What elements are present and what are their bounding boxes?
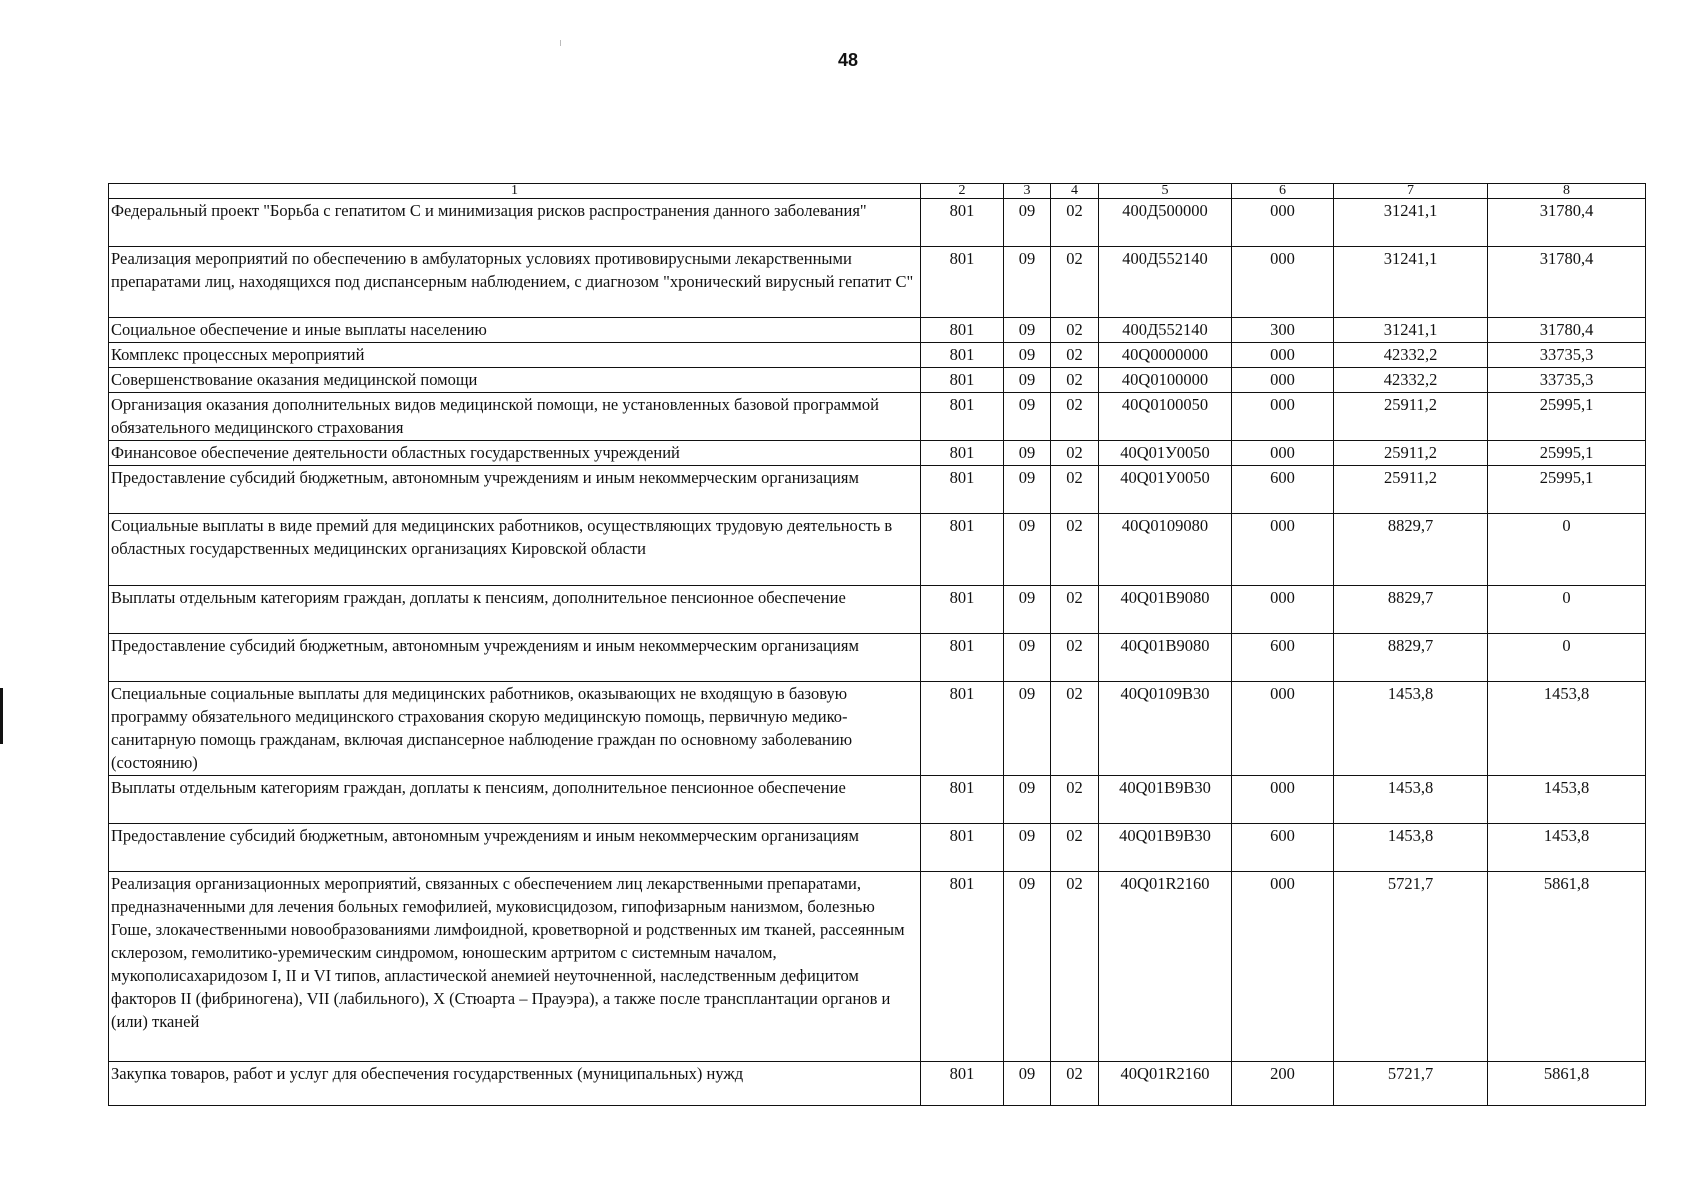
cell-code-2: 801: [921, 441, 1004, 466]
cell-code-2: 801: [921, 1062, 1004, 1106]
header-cell: 6: [1232, 184, 1334, 199]
header-cell: 1: [109, 184, 921, 199]
scan-artifact-left: [0, 688, 3, 744]
row-name: Выплаты отдельным категориям граждан, доплаты к пенсиям, дополнительное пенсионное обеспечение: [109, 776, 921, 824]
cell-code-5: 40Q0109080: [1099, 514, 1232, 586]
cell-code-5: 40Q0100000: [1099, 368, 1232, 393]
cell-amount-7: 31241,1: [1334, 318, 1488, 343]
cell-code-2: 801: [921, 682, 1004, 776]
cell-code-4: 02: [1051, 682, 1099, 776]
cell-code-5: 40Q01B9080: [1099, 586, 1232, 634]
table-row: [109, 441, 1646, 466]
cell-code-5: 40Q01R2160: [1099, 1062, 1232, 1106]
cell-amount-8: 0: [1488, 634, 1646, 682]
cell-code-3: 09: [1004, 634, 1051, 682]
table-row: [109, 682, 1646, 776]
row-name: Комплекс процессных мероприятий: [109, 343, 921, 368]
cell-code-6: 000: [1232, 441, 1334, 466]
cell-code-3: 09: [1004, 393, 1051, 441]
cell-amount-8: 25995,1: [1488, 393, 1646, 441]
row-name: Специальные социальные выплаты для медицинских работников, оказывающих не входящую в базовую программу обязательного медицинского страхования скорую медицинскую помощь, первичную медико-санитарную помощь гражданам, включая диспансерное наблюдение граждан по основному заболеванию (состоянию): [109, 682, 921, 776]
cell-code-5: 40Q01У0050: [1099, 441, 1232, 466]
cell-amount-7: 5721,7: [1334, 872, 1488, 1062]
cell-amount-8: 1453,8: [1488, 824, 1646, 872]
cell-amount-7: 25911,2: [1334, 441, 1488, 466]
table-row: [109, 776, 1646, 824]
cell-code-5: 400Д552140: [1099, 247, 1232, 318]
cell-amount-8: 1453,8: [1488, 776, 1646, 824]
row-name: Предоставление субсидий бюджетным, автономным учреждениям и иным некоммерческим организациям: [109, 634, 921, 682]
cell-code-3: 09: [1004, 776, 1051, 824]
cell-code-3: 09: [1004, 682, 1051, 776]
header-cell: 8: [1488, 184, 1646, 199]
table-row: [109, 586, 1646, 634]
cell-code-3: 09: [1004, 368, 1051, 393]
cell-code-4: 02: [1051, 368, 1099, 393]
cell-code-2: 801: [921, 776, 1004, 824]
cell-code-5: 40Q01B9080: [1099, 634, 1232, 682]
header-cell: 4: [1051, 184, 1099, 199]
table-row: [109, 466, 1646, 514]
header-cell: 7: [1334, 184, 1488, 199]
cell-amount-8: 25995,1: [1488, 466, 1646, 514]
cell-amount-7: 25911,2: [1334, 466, 1488, 514]
cell-code-5: 40Q01R2160: [1099, 872, 1232, 1062]
cell-amount-8: 0: [1488, 586, 1646, 634]
cell-code-3: 09: [1004, 343, 1051, 368]
row-name: Предоставление субсидий бюджетным, автономным учреждениям и иным некоммерческим организациям: [109, 824, 921, 872]
cell-code-2: 801: [921, 586, 1004, 634]
header-cell: 3: [1004, 184, 1051, 199]
cell-code-3: 09: [1004, 1062, 1051, 1106]
cell-amount-8: 33735,3: [1488, 368, 1646, 393]
cell-code-4: 02: [1051, 199, 1099, 247]
cell-code-4: 02: [1051, 441, 1099, 466]
table-header-row: [109, 184, 1646, 199]
cell-code-4: 02: [1051, 343, 1099, 368]
cell-amount-7: 8829,7: [1334, 514, 1488, 586]
table-row: [109, 199, 1646, 247]
row-name: Предоставление субсидий бюджетным, автономным учреждениям и иным некоммерческим организациям: [109, 466, 921, 514]
table-row: [109, 634, 1646, 682]
cell-amount-8: 31780,4: [1488, 318, 1646, 343]
cell-code-4: 02: [1051, 247, 1099, 318]
cell-amount-8: 31780,4: [1488, 199, 1646, 247]
cell-code-6: 000: [1232, 872, 1334, 1062]
cell-code-2: 801: [921, 247, 1004, 318]
cell-code-5: 40Q0109B30: [1099, 682, 1232, 776]
cell-code-3: 09: [1004, 199, 1051, 247]
cell-amount-7: 42332,2: [1334, 343, 1488, 368]
cell-code-4: 02: [1051, 1062, 1099, 1106]
cell-code-2: 801: [921, 466, 1004, 514]
cell-code-4: 02: [1051, 634, 1099, 682]
cell-code-6: 000: [1232, 343, 1334, 368]
table-row: [109, 824, 1646, 872]
row-name: Федеральный проект "Борьба с гепатитом С и минимизация рисков распространения данного заболевания": [109, 199, 921, 247]
table-row: [109, 368, 1646, 393]
cell-code-5: 400Д500000: [1099, 199, 1232, 247]
cell-code-6: 300: [1232, 318, 1334, 343]
table-row: [109, 393, 1646, 441]
cell-code-4: 02: [1051, 586, 1099, 634]
cell-code-6: 600: [1232, 824, 1334, 872]
row-name: Реализация мероприятий по обеспечению в амбулаторных условиях противовирусными лекарственными препаратами лиц, находящихся под диспансерным наблюдением, с диагнозом "хронический вирусный гепатит С": [109, 247, 921, 318]
budget-table: [108, 183, 1646, 1106]
cell-code-2: 801: [921, 368, 1004, 393]
cell-code-6: 000: [1232, 368, 1334, 393]
cell-code-6: 000: [1232, 682, 1334, 776]
cell-amount-7: 31241,1: [1334, 199, 1488, 247]
cell-amount-7: 25911,2: [1334, 393, 1488, 441]
cell-amount-8: 33735,3: [1488, 343, 1646, 368]
row-name: Финансовое обеспечение деятельности областных государственных учреждений: [109, 441, 921, 466]
cell-amount-8: 1453,8: [1488, 682, 1646, 776]
table-row: [109, 247, 1646, 318]
row-name: Социальные выплаты в виде премий для медицинских работников, осуществляющих трудовую деятельность в областных государственных медицинских организациях Кировской области: [109, 514, 921, 586]
cell-code-6: 600: [1232, 466, 1334, 514]
cell-code-2: 801: [921, 393, 1004, 441]
header-cell: 2: [921, 184, 1004, 199]
scan-artifact-top: [560, 40, 561, 46]
cell-amount-7: 8829,7: [1334, 634, 1488, 682]
cell-code-5: 40Q01B9B30: [1099, 776, 1232, 824]
cell-code-5: 40Q01B9B30: [1099, 824, 1232, 872]
cell-code-3: 09: [1004, 318, 1051, 343]
cell-code-3: 09: [1004, 824, 1051, 872]
cell-code-5: 400Д552140: [1099, 318, 1232, 343]
cell-code-2: 801: [921, 318, 1004, 343]
cell-code-6: 000: [1232, 514, 1334, 586]
cell-code-6: 000: [1232, 586, 1334, 634]
cell-code-5: 40Q0100050: [1099, 393, 1232, 441]
cell-amount-8: 31780,4: [1488, 247, 1646, 318]
cell-code-6: 000: [1232, 247, 1334, 318]
cell-amount-7: 1453,8: [1334, 824, 1488, 872]
cell-code-4: 02: [1051, 824, 1099, 872]
cell-code-3: 09: [1004, 586, 1051, 634]
cell-code-2: 801: [921, 872, 1004, 1062]
table-row: [109, 872, 1646, 1062]
cell-code-5: 40Q01У0050: [1099, 466, 1232, 514]
cell-code-2: 801: [921, 514, 1004, 586]
cell-code-2: 801: [921, 199, 1004, 247]
cell-code-3: 09: [1004, 441, 1051, 466]
row-name: Реализация организационных мероприятий, связанных с обеспечением лиц лекарственными препаратами, предназначенными для лечения больных гемофилией, муковисцидозом, гипофизарным нанизмом, болезнью Гоше, злокачественными новообразованиями лимфоидной, кроветворной и родственных им тканей, рассеянным склерозом, гемолитико-уремическим синдромом, юношеским артритом с системным началом, мукополисахаридозом I, II и VI типов, апластической анемией неуточненной, наследственным дефицитом факторов II (фибриногена), VII (лабильного), X (Стюарта – Прауэра), а также после трансплантации органов и (или) тканей: [109, 872, 921, 1062]
cell-code-3: 09: [1004, 466, 1051, 514]
row-name: Организация оказания дополнительных видов медицинской помощи, не установленных базовой программой обязательного медицинского страхования: [109, 393, 921, 441]
cell-code-6: 600: [1232, 634, 1334, 682]
cell-code-6: 200: [1232, 1062, 1334, 1106]
cell-amount-7: 1453,8: [1334, 776, 1488, 824]
cell-code-4: 02: [1051, 776, 1099, 824]
row-name: Совершенствование оказания медицинской помощи: [109, 368, 921, 393]
cell-code-4: 02: [1051, 872, 1099, 1062]
cell-code-4: 02: [1051, 466, 1099, 514]
cell-code-3: 09: [1004, 247, 1051, 318]
page-number: 48: [837, 50, 859, 70]
cell-amount-7: 42332,2: [1334, 368, 1488, 393]
table-row: [109, 343, 1646, 368]
table-row: [109, 514, 1646, 586]
header-cell: 5: [1099, 184, 1232, 199]
cell-code-4: 02: [1051, 393, 1099, 441]
table-row: [109, 318, 1646, 343]
cell-code-4: 02: [1051, 514, 1099, 586]
row-name: Закупка товаров, работ и услуг для обеспечения государственных (муниципальных) нужд: [109, 1062, 921, 1106]
cell-amount-8: 25995,1: [1488, 441, 1646, 466]
cell-amount-7: 31241,1: [1334, 247, 1488, 318]
cell-amount-7: 5721,7: [1334, 1062, 1488, 1106]
cell-code-3: 09: [1004, 872, 1051, 1062]
cell-code-6: 000: [1232, 393, 1334, 441]
cell-code-2: 801: [921, 634, 1004, 682]
cell-amount-8: 5861,8: [1488, 872, 1646, 1062]
cell-amount-8: 0: [1488, 514, 1646, 586]
cell-code-2: 801: [921, 343, 1004, 368]
cell-code-2: 801: [921, 824, 1004, 872]
row-name: Выплаты отдельным категориям граждан, доплаты к пенсиям, дополнительное пенсионное обеспечение: [109, 586, 921, 634]
cell-amount-7: 1453,8: [1334, 682, 1488, 776]
cell-code-5: 40Q0000000: [1099, 343, 1232, 368]
cell-amount-8: 5861,8: [1488, 1062, 1646, 1106]
cell-code-6: 000: [1232, 199, 1334, 247]
table-row: [109, 1062, 1646, 1106]
cell-amount-7: 8829,7: [1334, 586, 1488, 634]
cell-code-4: 02: [1051, 318, 1099, 343]
cell-code-6: 000: [1232, 776, 1334, 824]
row-name: Социальное обеспечение и иные выплаты населению: [109, 318, 921, 343]
cell-code-3: 09: [1004, 514, 1051, 586]
